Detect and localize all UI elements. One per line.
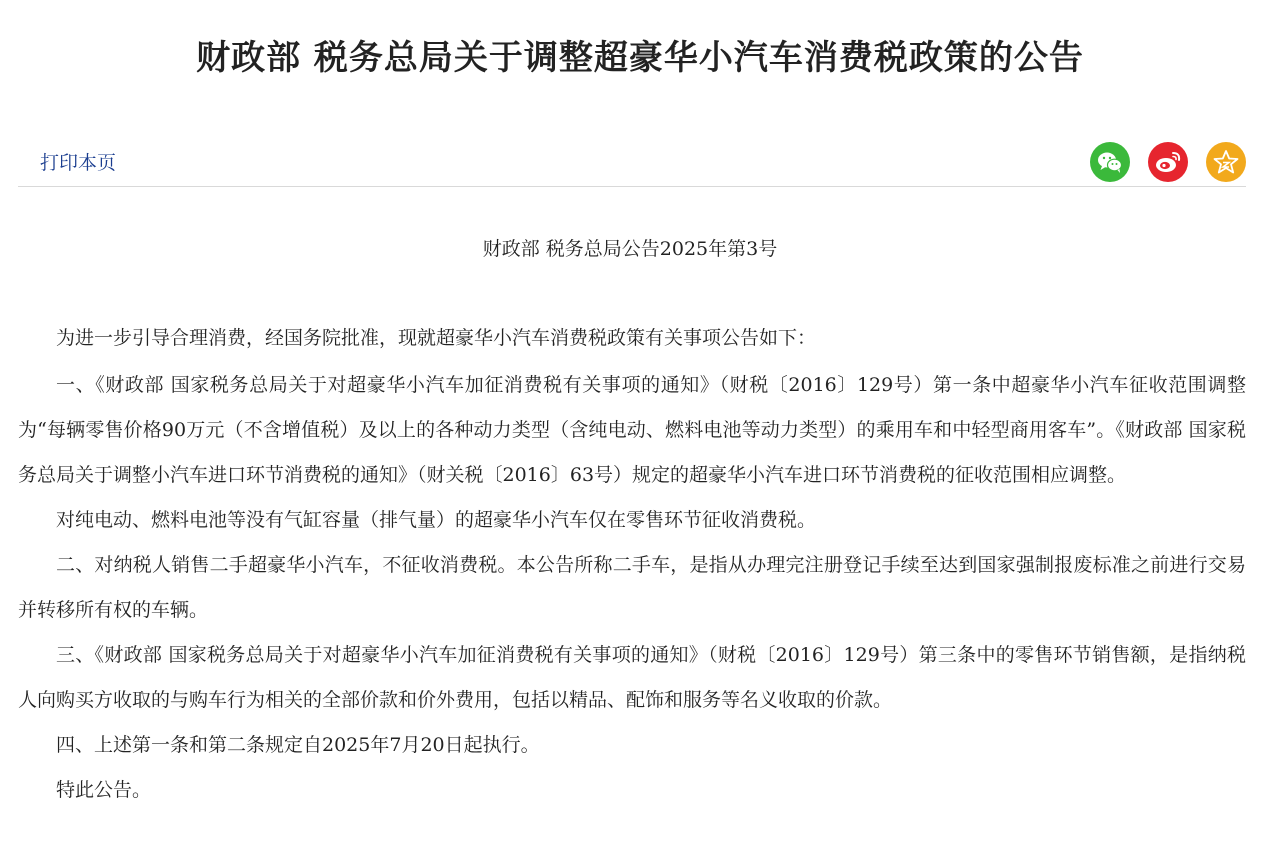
paragraph-closing: 特此公告。 — [56, 779, 152, 801]
paragraph-article-4: 四、上述第一条和第二条规定自2025年7月20日起执行。 — [56, 734, 540, 756]
paragraph-article-1: 一、《财政部 国家税务总局关于对超豪华小汽车加征消费税有关事项的通知》（财税〔2016〕129号）第一条中超豪华小汽车征收范围调整为“每辆零售价格90万元（不含增值税）及以上的各种动力类型（含纯电动、燃料电池等动力类型）的乘用车和中轻型商用客车”。《财政部 国家税务总局关于调整小汽车进口环节消费税的通知》（财关税〔2016〕63号）规定的超豪华小汽车进口环节消费税的征收范围相应调整。 — [18, 374, 1246, 486]
article-body — [18, 316, 1246, 813]
document-number: 财政部 税务总局公告2025年第3号 — [482, 238, 778, 260]
article-toolbar — [18, 140, 1246, 187]
share-weibo-button[interactable] — [1148, 142, 1188, 182]
favorite-star-icon — [1213, 149, 1239, 175]
weibo-icon — [1154, 150, 1182, 174]
paragraph-article-2: 二、对纳税人销售二手超豪华小汽车，不征收消费税。本公告所称二手车，是指从办理完注册登记手续至达到国家强制报废标准之前进行交易并转移所有权的车辆。 — [18, 554, 1246, 621]
paragraph-intro: 为进一步引导合理消费，经国务院批准，现就超豪华小汽车消费税政策有关事项公告如下： — [56, 327, 817, 349]
share-wechat-button[interactable] — [1090, 142, 1130, 182]
paragraph-article-1-note: 对纯电动、燃料电池等没有气缸容量（排气量）的超豪华小汽车仅在零售环节征收消费税。 — [56, 509, 817, 531]
page-title: 财政部 税务总局关于调整超豪华小汽车消费税政策的公告 — [196, 38, 1084, 78]
share-buttons — [1090, 142, 1246, 182]
wechat-icon — [1096, 150, 1124, 174]
print-page-link[interactable]: 打印本页 — [40, 152, 117, 174]
favorite-button[interactable] — [1206, 142, 1246, 182]
paragraph-article-3: 三、《财政部 国家税务总局关于对超豪华小汽车加征消费税有关事项的通知》（财税〔2016〕129号）第三条中的零售环节销售额，是指纳税人向购买方收取的与购车行为相关的全部价款和价外费用，包括以精品、配饰和服务等名义收取的价款。 — [18, 644, 1246, 711]
